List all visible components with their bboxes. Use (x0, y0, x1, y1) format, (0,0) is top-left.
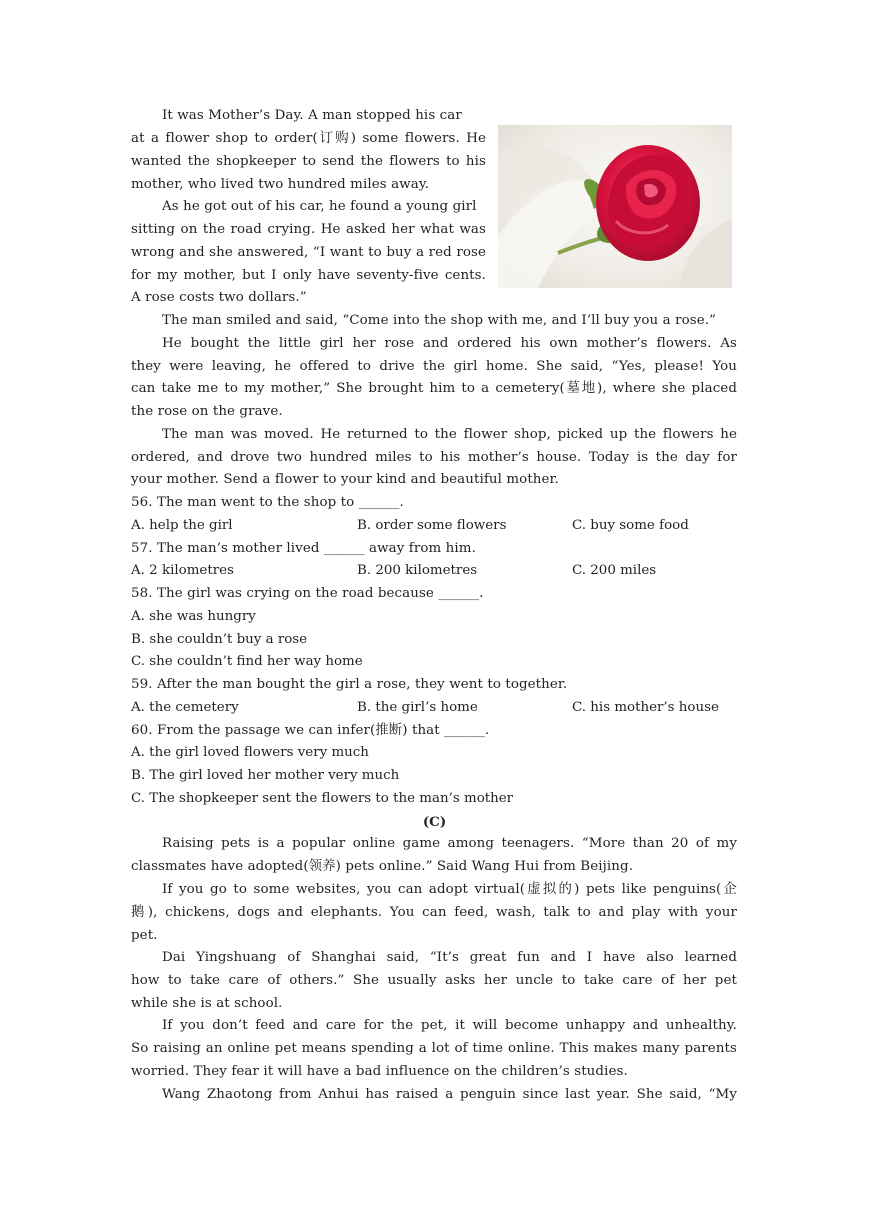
question-option: C. she couldn’t find her way home (131, 654, 363, 669)
question-option: B. she couldn’t buy a rose (131, 632, 308, 647)
passage-c-line: Dai Yingshuang of Shanghai said, “It’s great fun and I have also learned (162, 950, 737, 965)
passage-b-line: can take me to my mother,” She brought him to a cemetery(墓地), where she placed (131, 381, 737, 396)
passage-b-line: for my mother, but I only have seventy-five cents. (131, 268, 486, 283)
question-option: A. the cemetery (131, 700, 239, 715)
question-option: B. the girl’s home (357, 700, 478, 715)
passage-b-line: ordered, and drove two hundred miles to his mother’s house. Today is the day for (131, 450, 737, 465)
passage-c-line: worried. They fear it will have a bad influence on the children’s studies. (131, 1064, 628, 1079)
question-option: C. The shopkeeper sent the flowers to the man’s mother (131, 791, 514, 806)
question-stem: 56. The man went to the shop to ______. (131, 495, 404, 510)
passage-c-line: If you don’t feed and care for the pet, it will become unhappy and unhealthy. (162, 1018, 737, 1033)
passage-b-line: It was Mother’s Day. A man stopped his car (162, 108, 462, 123)
passage-c-line: pet. (131, 928, 158, 943)
question-option: B. 200 kilometres (357, 563, 478, 578)
passage-b-line: The man was moved. He returned to the flower shop, picked up the flowers he (162, 427, 737, 442)
passage-b-line: they were leaving, he offered to drive the girl home. She said, “Yes, please! You (131, 359, 737, 374)
passage-c-line: Wang Zhaotong from Anhui has raised a penguin since last year. She said, “My (162, 1087, 737, 1102)
question-option: C. buy some food (572, 518, 689, 533)
passage-b-line: wanted the shopkeeper to send the flowers to his (131, 154, 486, 169)
question-option: B. order some flowers (357, 518, 507, 533)
question-stem: 59. After the man bought the girl a rose, they went to together. (131, 677, 568, 692)
rose-image-svg (498, 125, 732, 288)
passage-b-line: your mother. Send a flower to your kind and beautiful mother. (131, 472, 559, 487)
passage-b-line: the rose on the grave. (131, 404, 283, 419)
passage-c-line: Raising pets is a popular online game among teenagers. “More than 20 of my (162, 836, 737, 851)
section-heading: (C) (422, 814, 447, 830)
passage-c-line: 鹅), chickens, dogs and elephants. You can feed, wash, talk to and play with your (131, 905, 737, 920)
question-option: A. 2 kilometres (131, 563, 234, 578)
question-option: B. The girl loved her mother very much (131, 768, 400, 783)
passage-b-line: wrong and she answered, “I want to buy a red rose (131, 245, 486, 260)
question-stem: 57. The man’s mother lived ______ away from him. (131, 541, 476, 556)
passage-b-line: sitting on the road crying. He asked her what was (131, 222, 486, 237)
question-option: A. the girl loved flowers very much (131, 745, 369, 760)
passage-b-line: As he got out of his car, he found a young girl (162, 199, 477, 214)
passage-b-line: mother, who lived two hundred miles away. (131, 177, 430, 192)
passage-c-line: how to take care of others.” She usually asks her uncle to take care of her pet (131, 973, 737, 988)
question-option: C. his mother’s house (572, 700, 719, 715)
passage-b-line: The man smiled and said, “Come into the shop with me, and I’ll buy you a rose.” (162, 313, 717, 328)
passage-c-line: So raising an online pet means spending a lot of time online. This makes many parents (131, 1041, 737, 1056)
passage-c-line: classmates have adopted(领养) pets online.” Said Wang Hui from Beijing. (131, 859, 634, 874)
passage-b-line: at a flower shop to order(订购) some flowers. He (131, 131, 486, 146)
passage-c-line: If you go to some websites, you can adopt virtual(虚拟的) pets like penguins(企 (162, 882, 737, 897)
question-option: A. she was hungry (131, 609, 256, 624)
question-stem: 58. The girl was crying on the road because ______. (131, 586, 484, 601)
passage-c-line: while she is at school. (131, 996, 283, 1011)
passage-b-line: A rose costs two dollars.” (131, 290, 307, 305)
question-option: C. 200 miles (572, 563, 657, 578)
passage-b-line: He bought the little girl her rose and ordered his own mother’s flowers. As (162, 336, 737, 351)
rose-photo (498, 125, 732, 288)
question-stem: 60. From the passage we can infer(推断) that ______. (131, 723, 490, 738)
question-option: A. help the girl (131, 518, 233, 533)
